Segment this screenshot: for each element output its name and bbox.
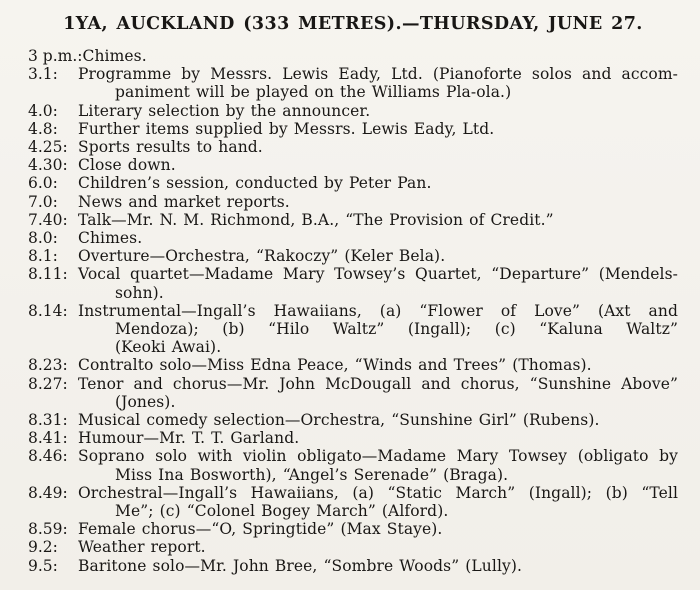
entry-text (78, 265, 678, 301)
schedule-entry (28, 520, 678, 538)
entry-time: 4.25: (28, 138, 68, 157)
schedule-entry (28, 375, 678, 411)
schedule-entry (28, 302, 678, 357)
entry-line: Soprano solo with violin obligato—Madame Mary Towsey (obligato by (78, 447, 678, 466)
entry-text (78, 375, 678, 411)
entry-line: Chimes. (78, 229, 143, 248)
entry-text (78, 520, 678, 538)
entry-line: Vocal quartet—Madame Mary Towsey’s Quartet, “Departure” (Mendels- (78, 265, 678, 284)
schedule-entry (28, 138, 678, 156)
schedule-entry (28, 174, 678, 192)
entry-time: 4.30: (28, 156, 68, 175)
entry-line: Further items supplied by Messrs. Lewis Eady, Ltd. (78, 119, 495, 138)
entry-time: 8.31: (28, 411, 68, 430)
entry-line: Musical comedy selection—Orchestra, “Sunshine Girl” (Rubens). (78, 411, 600, 430)
schedule-entry (28, 356, 678, 374)
entry-line: Humour—Mr. T. T. Garland. (78, 429, 300, 448)
schedule-entry (28, 47, 678, 65)
entry-text (83, 47, 679, 65)
schedule-entry (28, 229, 678, 247)
entry-line: Overture—Orchestra, “Rakoczy” (Keler Bela). (78, 247, 446, 266)
entry-line: Chimes. (82, 47, 147, 65)
entry-text (78, 411, 678, 429)
schedule-entry (28, 557, 678, 575)
schedule-entry (28, 120, 678, 138)
entry-line: (Jones). (115, 392, 176, 411)
entry-text (78, 557, 678, 575)
entry-time: 6.0: (28, 174, 58, 193)
entry-text (78, 447, 678, 483)
entry-line: Instrumental—Ingall’s Hawaiians, (a) “Flower of Love” (Axt and (78, 301, 678, 320)
entry-time: 3 p.m.: (28, 47, 83, 65)
schedule-entry (28, 247, 678, 265)
entry-time: 8.1: (28, 247, 58, 266)
entry-line: Children’s session, conducted by Peter Pan. (78, 174, 432, 193)
entry-time: 8.23: (28, 356, 68, 375)
entry-line: Baritone solo—Mr. John Bree, “Sombre Woods” (Lully). (78, 556, 523, 575)
entry-text (78, 429, 678, 447)
schedule-entry (28, 156, 678, 174)
entry-text (78, 247, 678, 265)
entry-time: 8.14: (28, 301, 68, 320)
entry-time: 4.0: (28, 101, 58, 120)
entry-time: 3.1: (28, 65, 58, 84)
entry-time: 8.49: (28, 483, 68, 502)
entry-text (78, 174, 678, 192)
schedule-entry (28, 265, 678, 301)
entry-time: 8.59: (28, 520, 68, 539)
entry-line: Tenor and chorus—Mr. John McDougall and chorus, “Sunshine Above” (78, 374, 678, 393)
entry-line: paniment will be played on the Williams Pla-ola.) (115, 83, 512, 102)
entry-time: 8.46: (28, 447, 68, 466)
entry-line: Miss Ina Bosworth), “Angel’s Serenade” (Braga). (115, 465, 509, 484)
entry-text (78, 138, 678, 156)
entry-time: 7.40: (28, 210, 68, 229)
entry-line: Sports results to hand. (78, 138, 263, 157)
entry-text (78, 102, 678, 120)
entry-text (78, 156, 678, 174)
entry-time: 8.11: (28, 265, 68, 284)
schedule-entry (28, 102, 678, 120)
entry-time: 4.8: (28, 119, 58, 138)
entry-text (78, 120, 678, 138)
schedule-entry (28, 484, 678, 520)
schedule-entry (28, 429, 678, 447)
schedule-entry (28, 411, 678, 429)
entry-line: Orchestral—Ingall’s Hawaiians, (a) “Static March” (Ingall); (b) “Tell (78, 483, 678, 502)
schedule-entry (28, 538, 678, 556)
entry-line: Weather report. (78, 538, 206, 557)
entry-line: Contralto solo—Miss Edna Peace, “Winds and Trees” (Thomas). (78, 356, 592, 375)
entry-text (78, 302, 678, 357)
entry-line: Close down. (78, 156, 176, 175)
entry-time: 8.27: (28, 374, 68, 393)
programme-schedule (28, 47, 678, 575)
entry-text (78, 538, 678, 556)
entry-line: News and market reports. (78, 192, 290, 211)
schedule-entry (28, 211, 678, 229)
entry-time: 9.2: (28, 538, 58, 557)
schedule-entry (28, 193, 678, 211)
entry-text (78, 65, 678, 101)
entry-line: Talk—Mr. N. M. Richmond, B.A., “The Provision of Credit.” (78, 210, 554, 229)
entry-line: Mendoza); (b) “Hilo Waltz” (Ingall); (c) “Kaluna Waltz” (115, 320, 678, 339)
entry-text (78, 229, 678, 247)
schedule-entry (28, 447, 678, 483)
entry-time: 9.5: (28, 556, 58, 575)
entry-line: (Keoki Awai). (115, 338, 222, 357)
entry-text (78, 356, 678, 374)
listing-title: 1YA, AUCKLAND (333 METRES).—THURSDAY, JUNE 27. (63, 14, 643, 34)
entry-text (78, 484, 678, 520)
entry-time: 8.0: (28, 229, 58, 248)
entry-line: Female chorus—“O, Springtide” (Max Staye). (78, 520, 443, 539)
entry-time: 7.0: (28, 192, 58, 211)
entry-line: sohn). (115, 283, 164, 302)
entry-line: Programme by Messrs. Lewis Eady, Ltd. (Pianoforte solos and accom- (78, 65, 678, 84)
entry-text (78, 211, 678, 229)
schedule-entry (28, 65, 678, 101)
entry-time: 8.41: (28, 429, 68, 448)
entry-line: Me”; (c) “Colonel Bogey March” (Alford). (115, 502, 449, 521)
entry-text (78, 193, 678, 211)
entry-line: Literary selection by the announcer. (78, 101, 371, 120)
